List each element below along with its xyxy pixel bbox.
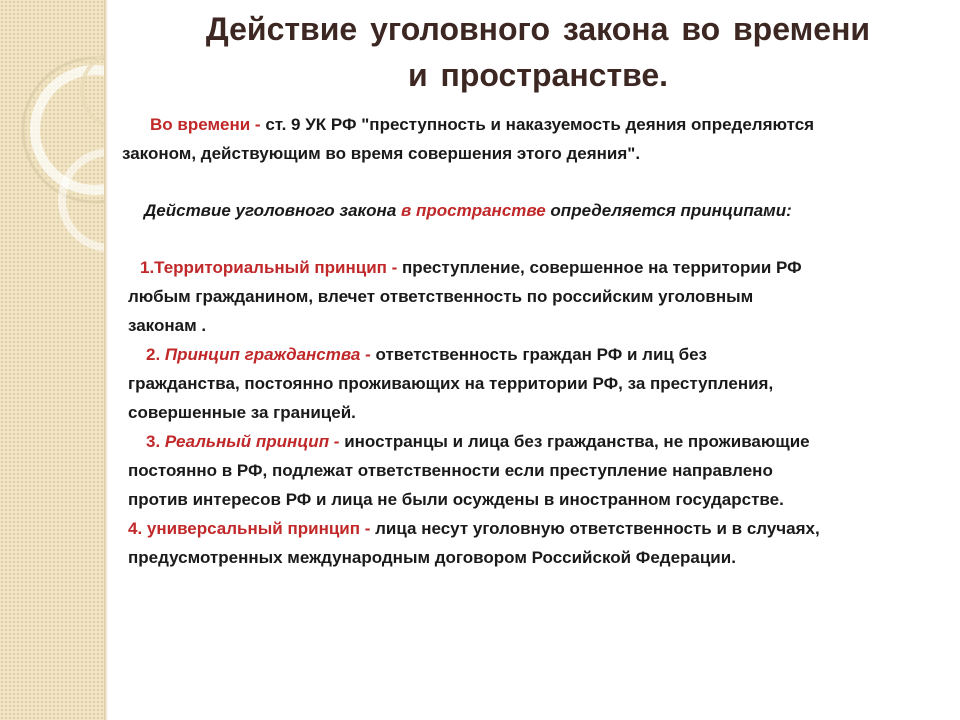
principle-3-cont [122,485,952,514]
principle-1 [122,253,952,282]
space-suffix: определяется принципами: [545,201,792,220]
spacer [122,168,952,196]
decorative-sidebar [0,0,104,720]
principle-1-line-1: преступление, совершенное на территории РФ [402,258,802,277]
principle-3-label: Реальный принцип - [164,432,345,451]
principle-2-cont [122,398,952,427]
time-label: Во времени - [150,115,266,134]
principle-2-cont [122,369,952,398]
title-line-2: и пространстве. [407,57,669,93]
principle-3 [122,427,952,456]
time-paragraph-cont [122,139,952,168]
principle-1-cont [122,282,952,311]
slide-body [122,110,952,572]
principle-4-cont [122,543,952,572]
principle-1-line-3: законам . [128,316,207,335]
principle-2-line-1: ответственность граждан РФ и лиц без [375,345,708,364]
time-text-line-2: законом, действующим во время совершения этого деяния". [122,144,641,163]
title-line-1: Действие уголовного закона во времени [205,11,871,47]
time-text-line-1: ст. 9 УК РФ "преступность и наказуемость деяния определяются [265,115,815,134]
principle-2-label: Принцип гражданства - [164,345,376,364]
principle-2-line-2: гражданства, постоянно проживающих на территории РФ, за преступления, [128,374,774,393]
principle-4-line-1: лица несут уголовную ответственность и в случаях, [375,519,820,538]
principle-4-label: 4. универсальный принцип - [128,519,376,538]
time-paragraph [122,110,952,139]
spacer [122,225,952,253]
decorative-rings-graphic [0,0,104,720]
principle-1-line-2: любым гражданином, влечет ответственность по российским уголовным [128,287,754,306]
principle-3-line-1: иностранцы и лица без гражданства, не проживающие [344,432,810,451]
principle-3-line-2: постоянно в РФ, подлежат ответственности если преступление направлено [128,461,773,480]
principle-2-line-3: совершенные за границей. [128,403,356,422]
principle-1-cont [122,311,952,340]
principle-3-cont [122,456,952,485]
principle-2-number: 2. [146,345,165,364]
slide-content [108,0,960,720]
space-prefix: Действие уголовного закона [144,201,401,220]
principle-4 [122,514,952,543]
slide-title [118,6,958,98]
principle-2 [122,340,952,369]
space-paragraph [122,196,952,225]
principle-1-label: 1.Территориальный принцип - [140,258,403,277]
space-highlight: в пространстве [401,201,546,220]
principle-3-number: 3. [146,432,165,451]
principle-4-line-2: предусмотренных международным договором Российской Федерации. [128,548,736,567]
principle-3-line-3: против интересов РФ и лица не были осуждены в иностранном государстве. [128,490,784,509]
